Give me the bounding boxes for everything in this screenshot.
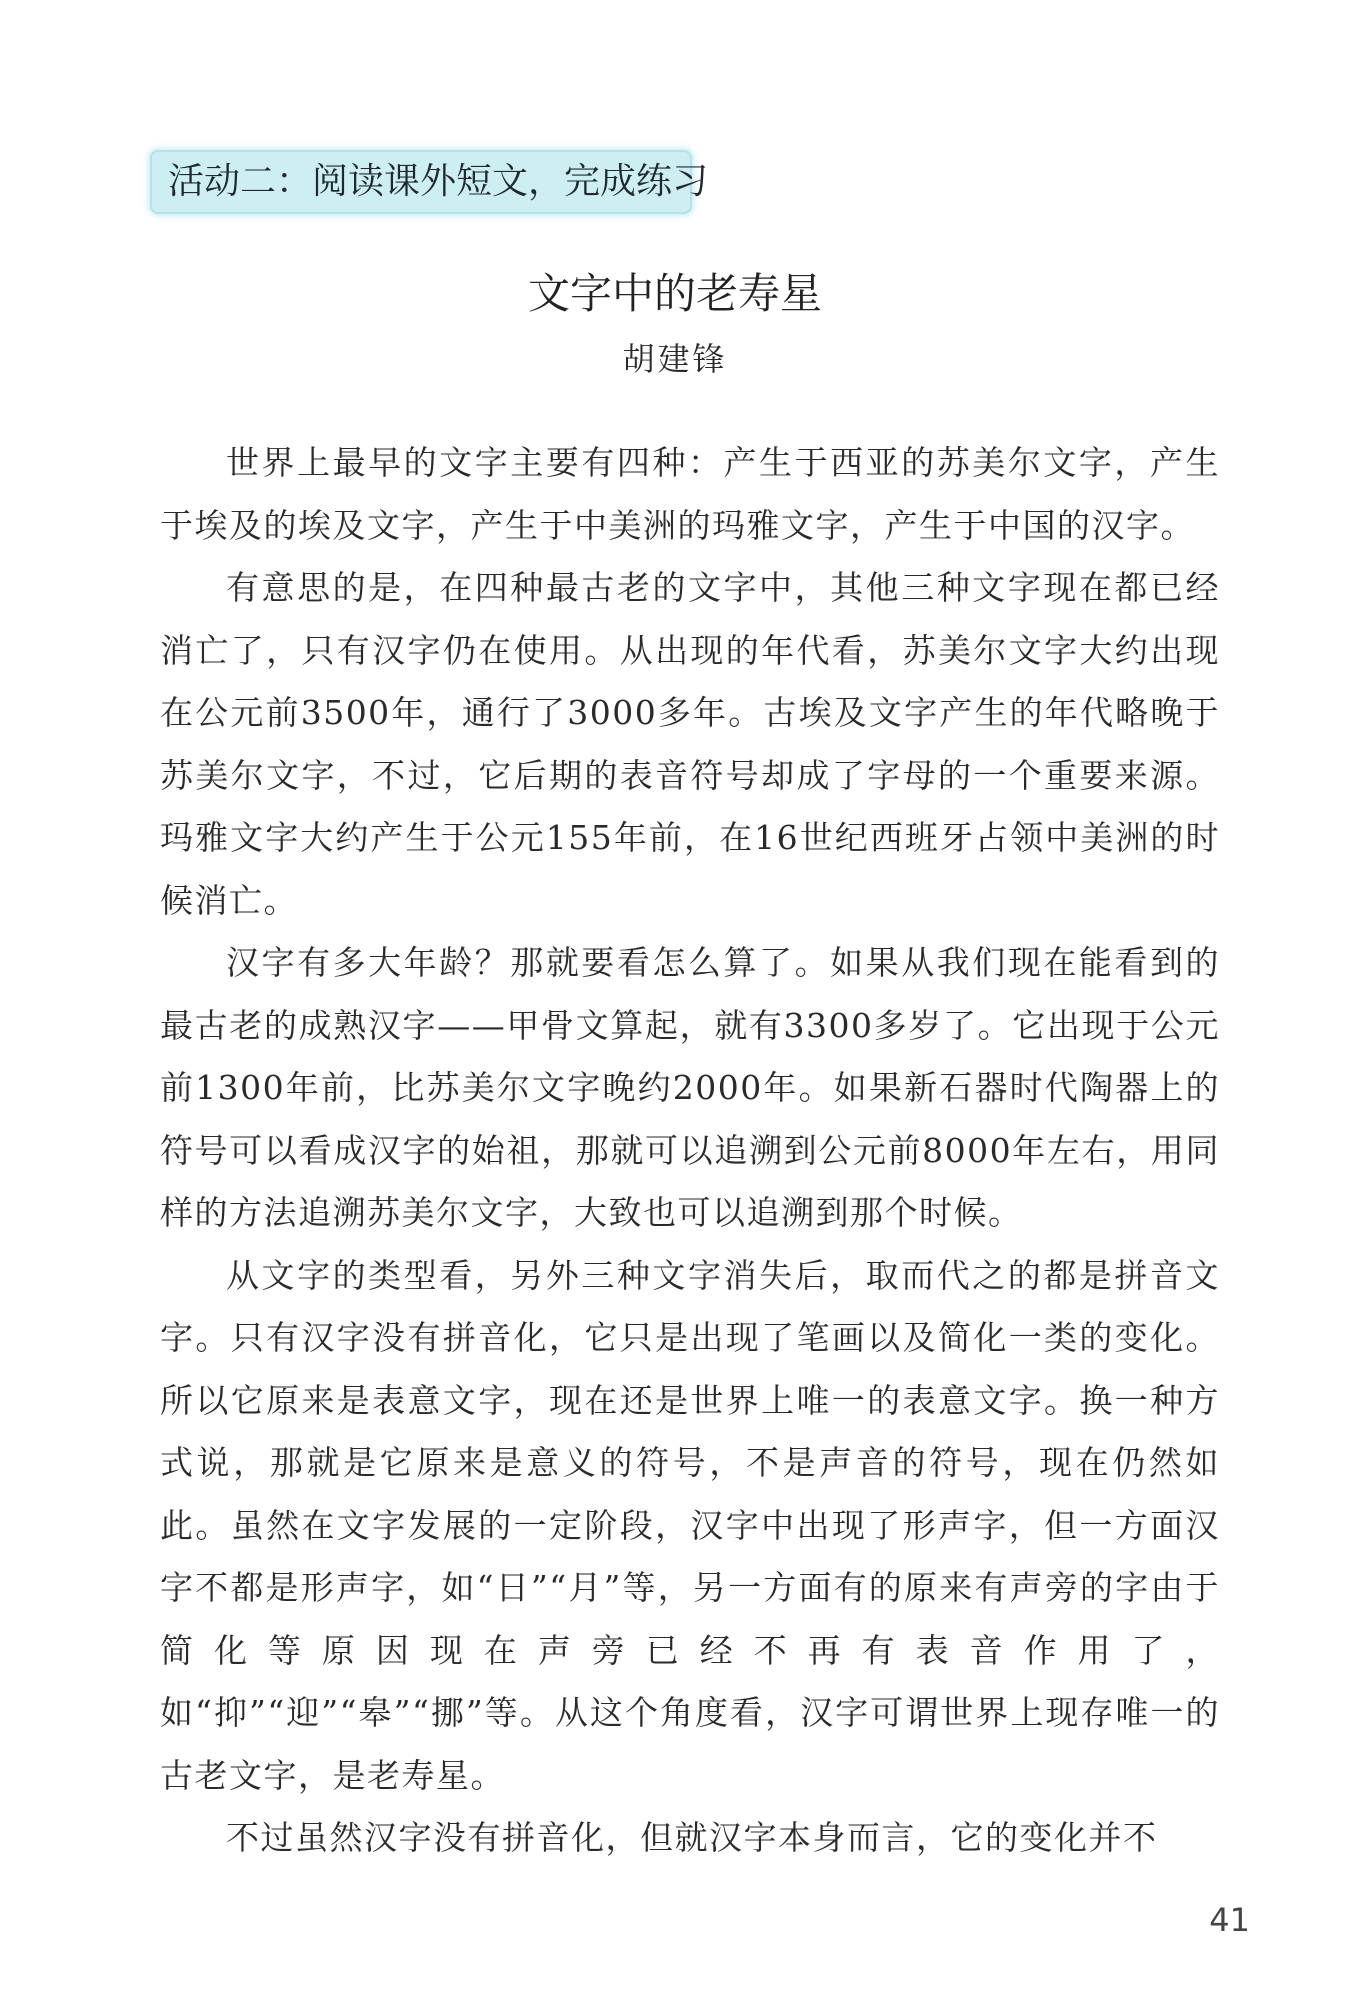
activity-badge: 活动二：阅读课外短文，完成练习 [150,150,692,214]
paragraph: 有意思的是，在四种最古老的文字中，其他三种文字现在都已经消亡了，只有汉字仍在使用。从出现的年代看，苏美尔文字大约出现在公元前3500年，通行了3000多年。古埃及文字产生的年代略晚于苏美尔文字，不过，它后期的表音符号却成了字母的一个重要来源。玛雅文字大约产生于公元155年前，在16世纪西班牙占领中美洲的时候消亡。 [160,568,1220,920]
page-number: 41 [1209,1901,1250,1939]
article-title: 文字中的老寿星 [527,269,822,318]
article-author: 胡建锋 [622,340,728,378]
paragraph: 汉字有多大年龄？那就要看怎么算了。如果从我们现在能看到的最古老的成熟汉字——甲骨文算起，就有3300多岁了。它出现于公元前1300年前，比苏美尔文字晚约2000年。如果新石器时代陶器上的符号可以看成汉字的始祖，那就可以追溯到公元前8000年左右，用同样的方法追溯苏美尔文字，大致也可以追溯到那个时候。 [160,943,1220,1232]
paragraph: 不过虽然汉字没有拼音化，但就汉字本身而言，它的变化并不 [226,1818,1158,1857]
article-body [160,432,1220,1870]
paragraph: 世界上最早的文字主要有四种：产生于西亚的苏美尔文字，产生于埃及的埃及文字，产生于中美洲的玛雅文字，产生于中国的汉字。 [160,443,1220,545]
paragraph: 从文字的类型看，另外三种文字消失后，取而代之的都是拼音文字。只有汉字没有拼音化，它只是出现了笔画以及简化一类的变化。所以它原来是表意文字，现在还是世界上唯一的表意文字。换一种方式说，那就是它原来是意义的符号，不是声音的符号，现在仍然如此。虽然在文字发展的一定阶段，汉字中出现了形声字，但一方面汉字不都是形声字，如“日”“月”等，另一方面有的原来有声旁的字由于简化等原因现在声旁已经不再有表音作用了，如“抑”“迎”“皋”“挪”等。从这个角度看，汉字可谓世界上现存唯一的古老文字，是老寿星。 [160,1255,1220,1795]
